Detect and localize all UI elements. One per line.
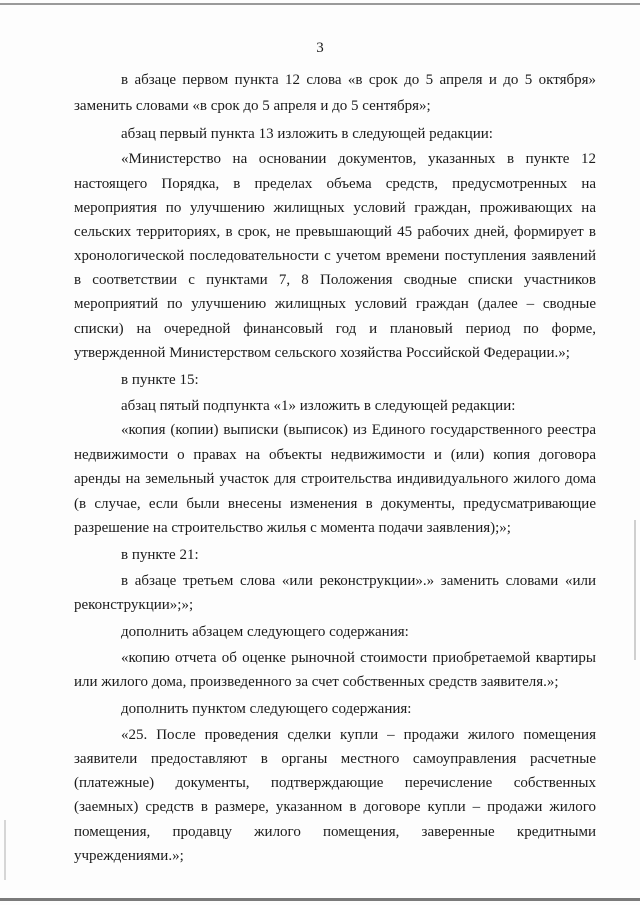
text-line: мероприятия по улучшению жилищных условий граждан, проживающих на bbox=[74, 200, 596, 216]
text-line: утвержденной Министерством сельского хозяйства Российской Федерации.»; bbox=[74, 345, 570, 361]
text-line: разрешение на строительство жилья с момента подачи заявления);»; bbox=[74, 520, 511, 536]
text-line: «копию отчета об оценке рыночной стоимости приобретаемой квартиры bbox=[121, 650, 596, 666]
text-line: помещения, продавцу жилого помещения, заверенные кредитными bbox=[74, 824, 596, 840]
text-line: мероприятий по улучшению жилищных условий граждан (далее – сводные bbox=[74, 296, 596, 312]
text-line: (платежные) документы, подтверждающие перечисление собственных bbox=[74, 775, 596, 791]
text-line: дополнить абзацем следующего содержания: bbox=[121, 624, 409, 640]
text-line: в абзаце первом пункта 12 слова «в срок до 5 апреля и до 5 октября» bbox=[121, 72, 596, 88]
text-line: дополнить пунктом следующего содержания: bbox=[121, 701, 412, 717]
text-line: «копия (копии) выписки (выписок) из Единого государственного реестра bbox=[121, 422, 596, 438]
text-line: хронологической последовательности с учетом времени поступления заявлений bbox=[74, 248, 596, 264]
text-line: учреждениями.»; bbox=[74, 848, 184, 864]
text-line: заменить словами «в срок до 5 апреля и до 5 сентября»; bbox=[74, 98, 431, 114]
text-line: настоящего Порядка, в пределах объема средств, предусмотренных на bbox=[74, 176, 596, 192]
top-scan-edge bbox=[0, 3, 640, 5]
bottom-scan-edge bbox=[0, 898, 640, 901]
text-line: «Министерство на основании документов, указанных в пункте 12 bbox=[121, 151, 596, 167]
right-scan-mark bbox=[634, 520, 636, 660]
left-scan-mark bbox=[4, 820, 6, 880]
text-line: (заемных) средств в размере, указанном в договоре купли – продажи жилого bbox=[74, 799, 596, 815]
text-line: сельских территориях, в срок, не превышающий 45 рабочих дней, формирует в bbox=[74, 224, 596, 240]
text-line: или жилого дома, произведенного за счет собственных средств заявителя.»; bbox=[74, 674, 559, 690]
text-line: недвижимости о правах на объекты недвижимости и (или) копия договора bbox=[74, 447, 596, 463]
text-line: заявители предоставляют в органы местного самоуправления расчетные bbox=[74, 751, 596, 767]
page-number: 3 bbox=[316, 40, 324, 56]
text-line: в соответствии с пунктами 7, 8 Положения сводные списки участников bbox=[74, 272, 596, 288]
text-line: списки) на очередной финансовый год и плановый период по форме, bbox=[74, 321, 596, 337]
text-line: абзац пятый подпункта «1» изложить в следующей редакции: bbox=[121, 398, 516, 414]
text-line: аренды на земельный участок для строительства индивидуального жилого дома bbox=[74, 471, 596, 487]
text-line: «25. После проведения сделки купли – продажи жилого помещения bbox=[121, 727, 596, 743]
text-line: (в случае, если были внесены изменения в документы, предусматривающие bbox=[74, 496, 596, 512]
text-line: абзац первый пункта 13 изложить в следующей редакции: bbox=[121, 126, 493, 142]
text-line: в пункте 15: bbox=[121, 372, 199, 388]
text-line: в абзаце третьем слова «или реконструкции».» заменить словами «или bbox=[121, 573, 596, 589]
text-line: реконструкции»;»; bbox=[74, 597, 194, 613]
text-line: в пункте 21: bbox=[121, 547, 199, 563]
